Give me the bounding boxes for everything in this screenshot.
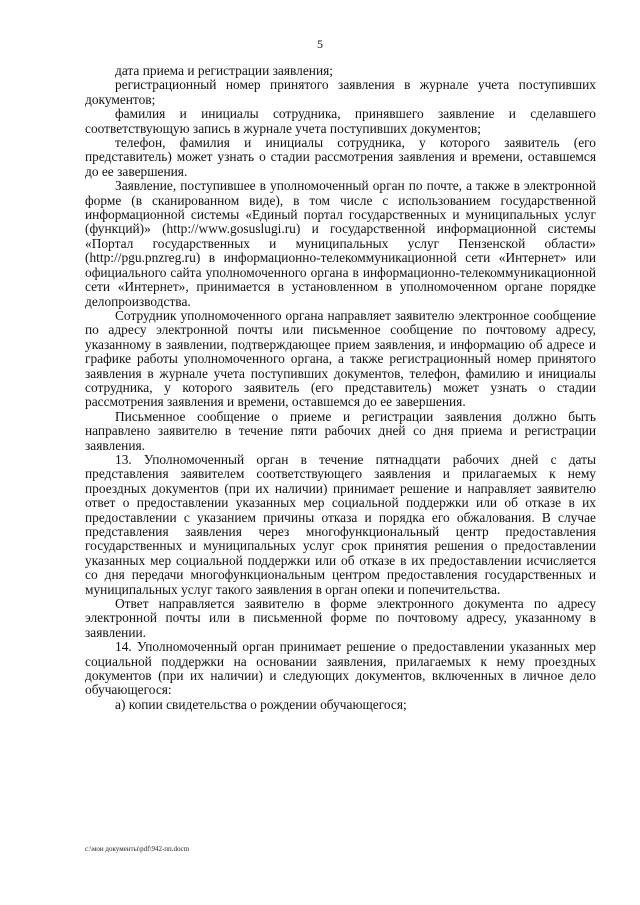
paragraph-response-form: Ответ направляется заявителю в форме электронного документа по адресу электронной почты или в письменной форме по почтовому адресу, указанному в заявлении.	[85, 596, 596, 640]
paragraph-item-14-a: а) копии свидетельства о рождении обучающегося;	[115, 696, 407, 712]
paragraph-item-14: 14. Уполномоченный орган принимает решение о предоставлении указанных мер социальной поддержки на основании заявления, прилагаемых к нему проездных документов (при их наличии) и следующих документов, включенных в личное дело обучающегося:	[85, 639, 596, 698]
footer-file-path: c:\мои документы\pdf\942-пп.docm	[85, 845, 190, 853]
paragraph-confirmation-message: Сотрудник уполномоченного органа направляет заявителю электронное сообщение по адресу электронной почты или письменное сообщение по почтовому адресу, указанному в заявлении, подтверждающее прием заявления, и информацию об адресе и графике работы уполномоченного органа, а также регистрационный номер принятого заявления в журнале учета поступивших документов, телефон, фамилию и инициалы сотрудника, у которого заявитель (его представитель) может узнать о стадии рассмотрения заявления и времени, оставшемся до ее завершения.	[85, 307, 596, 410]
paragraph-receipt-date: дата приема и регистрации заявления;	[115, 63, 333, 78]
paragraph-written-notice: Письменное сообщение о приеме и регистрации заявления должно быть направлено заявителю в течение пяти рабочих дней со дня приема и регистрации заявления.	[85, 408, 596, 453]
paragraph-item-13: 13. Уполномоченный орган в течение пятнадцати рабочих дней с даты представления заявителем соответствующего заявления и прилагаемых к нему проездных документов (при их наличии) принимает решение и направляет заявителю ответ о предоставлении указанных мер социальной поддержки или об отказе в их предоставлении с указанием причины отказа и порядка его обжалования. В случае представления заявления через многофункциональный центр предоставления государственных и муниципальных услуг срок принятия решения о предоставлении указанных мер социальной поддержки или об отказе в их предоставлении исчисляется со дня передачи многофункциональным центром предоставления государственных и муниципальных услуг такого заявления в орган опеки и попечительства.	[85, 451, 596, 597]
page-number: 5	[317, 37, 323, 51]
document-body	[85, 64, 596, 712]
paragraph-registration-number: регистрационный номер принятого заявления в журнале учета поступивших документов;	[85, 77, 596, 107]
paragraph-employee-phone: телефон, фамилия и инициалы сотрудника, у которого заявитель (его представитель) может узнать о стадии рассмотрения заявления и времени, оставшемся до ее завершения.	[85, 135, 596, 179]
paragraph-employee-initials: фамилия и инициалы сотрудника, принявшего заявление и сделавшего соответствующую запись в журнале учета поступивших документов;	[85, 106, 596, 136]
paragraph-postal-electronic-application: Заявление, поступившее в уполномоченный орган по почте, а также в электронной форме (в сканированном виде), в том числе с использованием государственной информационной системы «Единый портал государственных и муниципальных услуг (функций)» (http://www.gosuslugi.ru) и государственной информационной системы «Портал государственных и муниципальных услуг Пензенской области» (http://pgu.pnzreg.ru) в информационно-телекоммуникационной сети «Интернет» или официального сайта уполномоченного органа в информационно-телекоммуникационной сети «Интернет», принимается в установленном в уполномоченном органе порядке делопроизводства.	[85, 178, 596, 309]
